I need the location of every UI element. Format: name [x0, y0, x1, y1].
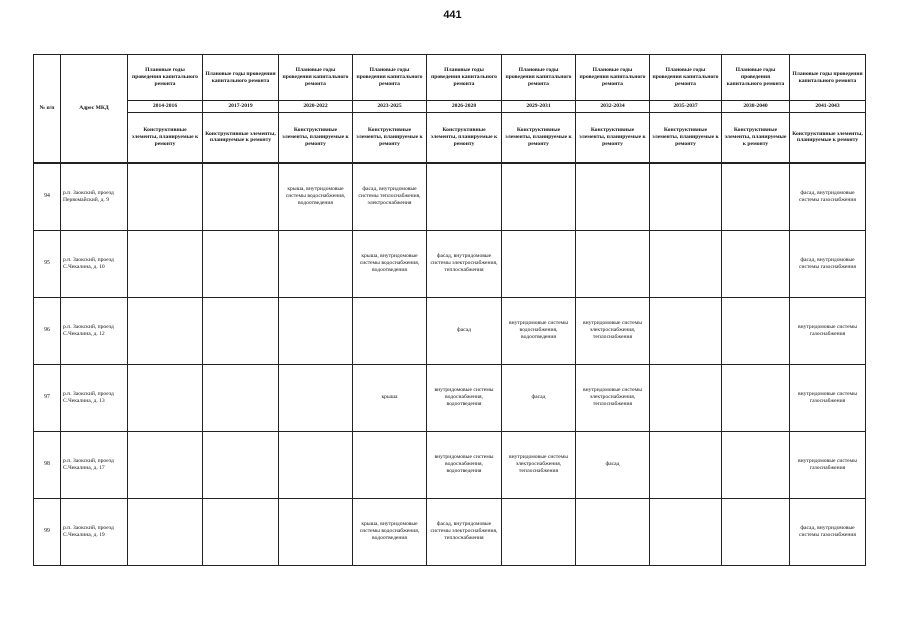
row-number: 94: [34, 163, 61, 231]
repair-elements-cell: [502, 163, 576, 231]
repair-elements-cell: [576, 163, 650, 231]
repair-elements-cell: [203, 431, 279, 498]
elements-header: Конструктивные элементы, планируемые к ремонту: [790, 113, 866, 163]
period-years: 2020-2022: [279, 101, 353, 113]
period-header: Плановые годы проведения капитального ремонта: [353, 55, 427, 101]
period-years: 2038-2040: [722, 101, 790, 113]
row-number: 98: [34, 431, 61, 498]
elements-header: Конструктивные элементы, планируемые к ремонту: [279, 113, 353, 163]
repair-elements-cell: фасад, внутридомовые системы электроснабжения, теплоснабжения: [427, 498, 502, 565]
repair-elements-cell: [128, 498, 203, 565]
table-row: [34, 498, 866, 565]
repair-elements-cell: фасад: [576, 431, 650, 498]
repair-elements-cell: [722, 297, 790, 364]
table-row: [34, 163, 866, 231]
column-header-number: № п/п: [34, 55, 61, 163]
column-header-address: Адрес МКД: [61, 55, 128, 163]
repair-elements-cell: [279, 297, 353, 364]
row-address: р.п. Заокский, проезд С.Чекалина, д. 10: [61, 230, 128, 297]
row-address: р.п. Заокский, проезд С.Чекалина, д. 12: [61, 297, 128, 364]
period-years: 2023-2025: [353, 101, 427, 113]
repair-elements-cell: [128, 297, 203, 364]
period-years: 2035-2037: [650, 101, 722, 113]
repair-elements-cell: крыша: [353, 364, 427, 431]
repair-elements-cell: внутридомовые системы электроснабжения, теплоснабжения: [576, 297, 650, 364]
repair-elements-cell: [722, 431, 790, 498]
repair-elements-cell: [427, 163, 502, 231]
period-header: Плановые годы проведения капитального ремонта: [427, 55, 502, 101]
period-years: 2026-2028: [427, 101, 502, 113]
period-header: Плановые годы проведения капитального ремонта: [650, 55, 722, 101]
repair-elements-cell: [576, 230, 650, 297]
table-row: [34, 230, 866, 297]
row-number: 96: [34, 297, 61, 364]
repair-elements-cell: [650, 297, 722, 364]
elements-header: Конструктивные элементы, планируемые к ремонту: [722, 113, 790, 163]
repair-elements-cell: [203, 163, 279, 231]
repair-elements-cell: внутридомовые системы электроснабжения, теплоснабжения: [502, 431, 576, 498]
repair-elements-cell: [722, 163, 790, 231]
repair-elements-cell: [502, 230, 576, 297]
repair-elements-cell: фасад, внутридомовые системы электроснабжения, теплоснабжения: [427, 230, 502, 297]
repair-elements-cell: [353, 431, 427, 498]
row-address: р.п. Заокский, проезд С.Чекалина, д. 17: [61, 431, 128, 498]
period-years: 2041-2043: [790, 101, 866, 113]
repair-elements-cell: фасад, внутридомовые системы газоснабжения: [790, 163, 866, 231]
repair-elements-cell: фасад, внутридомовые системы газоснабжения: [790, 230, 866, 297]
row-number: 95: [34, 230, 61, 297]
row-number: 99: [34, 498, 61, 565]
capital-repair-table: [33, 54, 866, 566]
period-header: Плановые годы проведения капитального ремонта: [203, 55, 279, 101]
elements-header: Конструктивные элементы, планируемые к ремонту: [650, 113, 722, 163]
repair-elements-cell: [650, 364, 722, 431]
repair-elements-cell: фасад, внутридомовые системы теплоснабжения, электроснабжения: [353, 163, 427, 231]
repair-elements-cell: [576, 498, 650, 565]
period-years: 2032-2034: [576, 101, 650, 113]
repair-elements-cell: [128, 364, 203, 431]
repair-elements-cell: крыша, внутридомовые системы водоснабжения, водоотведения: [353, 498, 427, 565]
repair-elements-cell: [128, 163, 203, 231]
repair-elements-cell: фасад, внутридомовые системы газоснабжения: [790, 498, 866, 565]
repair-elements-cell: [650, 163, 722, 231]
repair-elements-cell: [279, 230, 353, 297]
period-header: Плановые годы проведения капитального ремонта: [790, 55, 866, 101]
period-years: 2014-2016: [128, 101, 203, 113]
repair-elements-cell: крыша, внутридомовые системы водоснабжения, водоотведения: [353, 230, 427, 297]
repair-elements-cell: [203, 230, 279, 297]
repair-elements-cell: [203, 364, 279, 431]
repair-elements-cell: [650, 230, 722, 297]
period-years: 2029-2031: [502, 101, 576, 113]
repair-elements-cell: фасад: [427, 297, 502, 364]
repair-elements-cell: [353, 297, 427, 364]
period-years: 2017-2019: [203, 101, 279, 113]
repair-elements-cell: внутридомовые системы газоснабжения: [790, 364, 866, 431]
row-address: р.п. Заокский, проезд Первомайский, д. 9: [61, 163, 128, 231]
elements-header: Конструктивные элементы, планируемые к ремонту: [576, 113, 650, 163]
repair-elements-cell: внутридомовые системы водоснабжения, водоотведения: [427, 364, 502, 431]
repair-elements-cell: [128, 431, 203, 498]
page-number: 441: [443, 9, 462, 21]
repair-elements-cell: [722, 230, 790, 297]
repair-elements-cell: [722, 364, 790, 431]
repair-elements-cell: [203, 297, 279, 364]
elements-header: Конструктивные элементы, планируемые к ремонту: [203, 113, 279, 163]
repair-elements-cell: [203, 498, 279, 565]
repair-elements-cell: внутридомовые системы водоснабжения, водоотведения: [427, 431, 502, 498]
repair-elements-cell: [279, 431, 353, 498]
period-header: Плановые годы проведения капитального ремонта: [576, 55, 650, 101]
period-header: Плановые годы проведения капитального ремонта: [279, 55, 353, 101]
repair-elements-cell: фасад: [502, 364, 576, 431]
repair-elements-cell: внутридомовые системы газоснабжения: [790, 431, 866, 498]
repair-elements-cell: [502, 498, 576, 565]
repair-elements-cell: [279, 364, 353, 431]
repair-elements-cell: [128, 230, 203, 297]
elements-header: Конструктивные элементы, планируемые к ремонту: [128, 113, 203, 163]
row-address: р.п. Заокский, проезд С.Чекалина, д. 19: [61, 498, 128, 565]
table-row: [34, 297, 866, 364]
repair-elements-cell: [650, 431, 722, 498]
period-header: Плановые годы проведения капитального ремонта: [502, 55, 576, 101]
period-header: Плановые годы проведения капитального ремонта: [128, 55, 203, 101]
repair-elements-cell: крыша, внутридомовые системы водоснабжения, водоотведения: [279, 163, 353, 231]
repair-elements-cell: [279, 498, 353, 565]
repair-elements-cell: внутридомовые системы газоснабжения: [790, 297, 866, 364]
elements-header: Конструктивные элементы, планируемые к ремонту: [427, 113, 502, 163]
table-row: [34, 364, 866, 431]
elements-header: Конструктивные элементы, планируемые к ремонту: [353, 113, 427, 163]
elements-header: Конструктивные элементы, планируемые к ремонту: [502, 113, 576, 163]
period-header: Плановые годы проведения капитального ремонта: [722, 55, 790, 101]
repair-elements-cell: внутридомовые системы электроснабжения, теплоснабжения: [576, 364, 650, 431]
row-number: 97: [34, 364, 61, 431]
repair-elements-cell: внутридомовые системы водоснабжения, водоотведения: [502, 297, 576, 364]
repair-elements-cell: [722, 498, 790, 565]
row-address: р.п. Заокский, проезд С.Чекалина, д. 13: [61, 364, 128, 431]
table-row: [34, 431, 866, 498]
repair-elements-cell: [650, 498, 722, 565]
